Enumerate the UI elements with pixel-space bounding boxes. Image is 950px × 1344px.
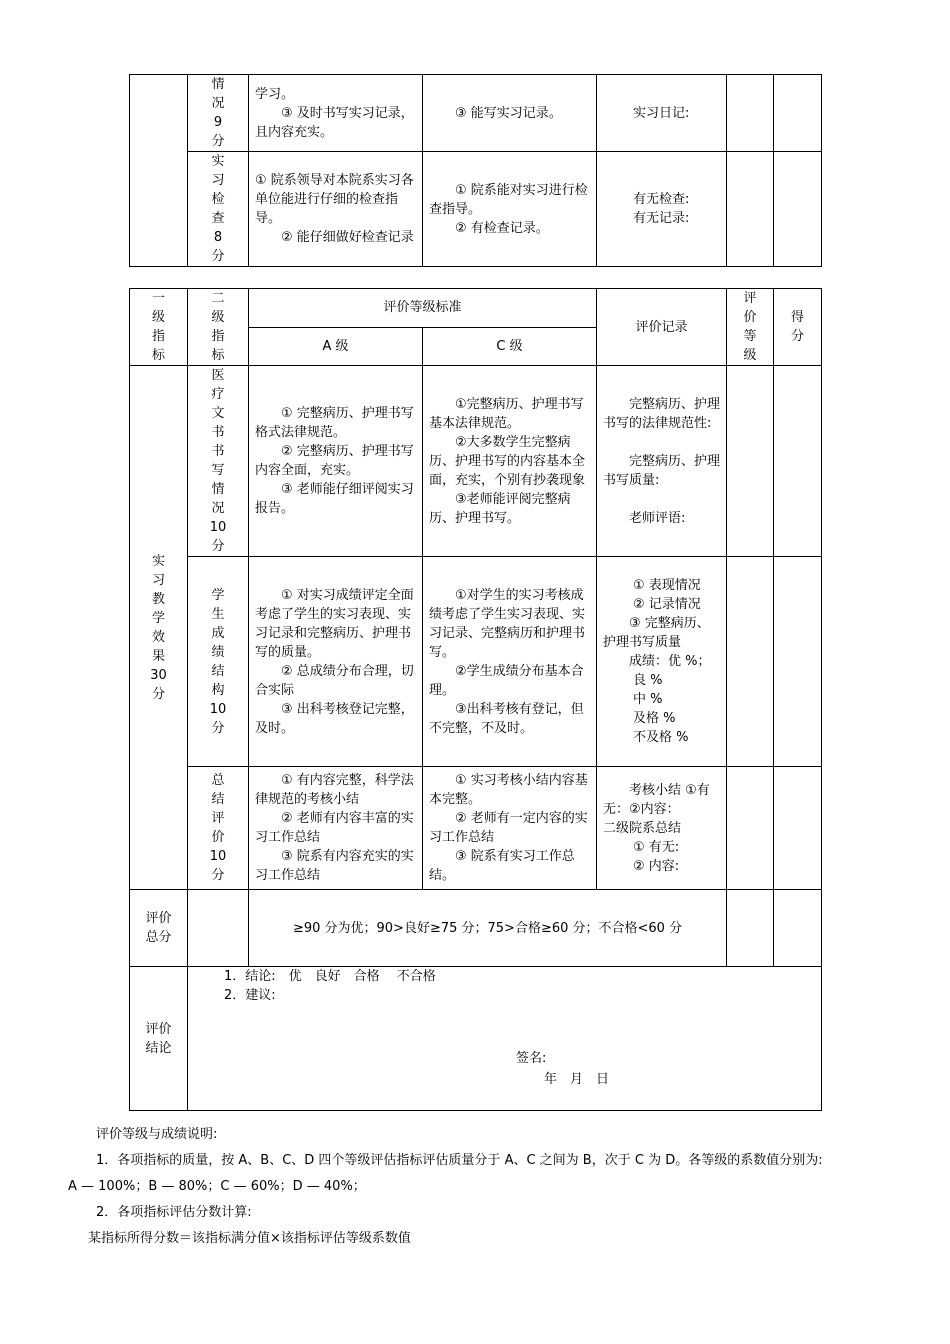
second-level-indicator: 情况9分 <box>188 75 249 152</box>
grade-c-criteria: ①完整病历、护理书写基本法律规范。 ②大多数学生完整病历、护理书写的内容基本全面，充实，个别有抄袭现象 ③老师能评阅完整病历、护理书写。 <box>423 366 597 557</box>
notes-formula: 某指标所得分数＝该指标满分值×该指标评估等级系数值 <box>88 1231 411 1246</box>
grade-input-cell[interactable] <box>727 152 774 267</box>
grading-notes <box>68 1122 898 1252</box>
table-row <box>130 557 822 767</box>
second-level-indicator: 医疗文书书写情况10分 <box>188 366 249 557</box>
grading-scale-text: ≥90 分为优；90>良好≥75 分；75>合格≥60 分；不合格<60 分 <box>249 890 727 967</box>
header-first-level: 一级指标 <box>130 289 188 366</box>
grade-a-criteria: ① 对实习成绩评定全面考虑了学生的实习表现、实习记录和完整病历、护理书写的质量。 ② 总成绩分布合理，切合实际 ③ 出科考核登记完整，及时。 <box>249 557 423 767</box>
table-row-conclusion <box>130 967 822 1111</box>
grade-a-criteria: ① 有内容完整，科学法律规范的考核小结 ② 老师有内容丰富的实习工作总结 ③ 院系有内容充实的实习工作总结 <box>249 767 423 890</box>
grade-input-cell[interactable] <box>727 890 774 967</box>
score-input-cell[interactable] <box>774 557 822 767</box>
grade-input-cell[interactable] <box>727 75 774 152</box>
second-level-indicator: 总结评价10分 <box>188 767 249 890</box>
notes-paragraph: 2．各项指标评估分数计算: <box>96 1205 252 1220</box>
header-second-level: 二级指标 <box>188 289 249 366</box>
grade-input-cell[interactable] <box>727 557 774 767</box>
notes-title: 评价等级与成绩说明: <box>96 1127 218 1142</box>
total-score-label: 评价总分 <box>130 890 188 967</box>
score-input-cell[interactable] <box>774 767 822 890</box>
evaluation-record: 有无检查: 有无记录: <box>597 152 727 267</box>
header-grade-a: A 级 <box>249 327 423 366</box>
score-input-cell[interactable] <box>774 890 822 967</box>
notes-paragraph: A — 100%；B — 80%；C — 60%；D — 40%； <box>68 1179 366 1194</box>
date-label: 年 月 日 <box>544 1072 610 1087</box>
header-score: 得分 <box>774 289 822 366</box>
table-row <box>130 366 822 557</box>
table-row <box>130 75 822 152</box>
evaluation-record: 完整病历、护理书写的法律规范性: 完整病历、护理书写质量: 老师评语: <box>597 366 727 557</box>
table-row <box>130 152 822 267</box>
grade-c-criteria: ① 院系能对实习进行检查指导。 ② 有检查记录。 <box>423 152 597 267</box>
grade-a-criteria: 学习。 ③ 及时书写实习记录，且内容充实。 <box>249 75 423 152</box>
first-level-indicator-cell <box>130 75 188 267</box>
table-continuation <box>129 74 822 267</box>
second-level-indicator: 实习检查8分 <box>188 152 249 267</box>
score-input-cell[interactable] <box>774 75 822 152</box>
evaluation-record: 考核小结 ①有无：②内容： 二级院系总结 ① 有无: ② 内容: <box>597 767 727 890</box>
evaluation-record: ① 表现情况 ② 记录情况 ③ 完整病历、护理书写质量 成绩：优 %； 良 % 中 % 及格 % 不及格 % <box>597 557 727 767</box>
conclusion-label: 评价结论 <box>130 967 188 1111</box>
grade-c-criteria: ①对学生的实习考核成绩考虑了学生实习表现、实习记录、完整病历和护理书写。 ②学生成绩分布基本合理。 ③出科考核有登记，但不完整，不及时。 <box>423 557 597 767</box>
second-level-indicator: 学生成绩结构10分 <box>188 557 249 767</box>
conclusion-line: 1．结论: 优 良好 合格 不合格 <box>224 969 436 984</box>
conclusion-cell[interactable] <box>188 967 822 1111</box>
score-input-cell[interactable] <box>774 152 822 267</box>
grade-a-criteria: ① 院系领导对本院系实习各单位能进行仔细的检查指导。 ② 能仔细做好检查记录 <box>249 152 423 267</box>
suggestion-line: 2．建议: <box>224 988 276 1003</box>
score-input-cell[interactable] <box>774 366 822 557</box>
evaluation-record: 实习日记: <box>597 75 727 152</box>
table-row <box>130 767 822 890</box>
grade-c-criteria: ③ 能写实习记录。 <box>423 75 597 152</box>
header-grade-c: C 级 <box>423 327 597 366</box>
table-header-row <box>130 289 822 328</box>
grade-a-criteria: ① 完整病历、护理书写格式法律规范。 ② 完整病历、护理书写内容全面，充实。 ③ 老师能仔细评阅实习报告。 <box>249 366 423 557</box>
grade-input-cell[interactable] <box>727 366 774 557</box>
signature-label: 签名: <box>516 1051 547 1066</box>
grade-input-cell[interactable] <box>727 767 774 890</box>
table-row-total <box>130 890 822 967</box>
header-standard: 评价等级标准 <box>249 289 597 328</box>
total-empty-cell <box>188 890 249 967</box>
section-label: 实习教学效果30分 <box>130 366 188 890</box>
header-record: 评价记录 <box>597 289 727 366</box>
grade-c-criteria: ① 实习考核小结内容基本完整。 ② 老师有一定内容的实习工作总结 ③ 院系有实习工作总结。 <box>423 767 597 890</box>
notes-paragraph: 1．各项指标的质量，按 A、B、C、D 四个等级评估指标评估质量分于 A、C 之间为 B，次于 C 为 D。各等级的系数值分别为: <box>96 1153 823 1168</box>
header-eval-grade: 评价等级 <box>727 289 774 366</box>
evaluation-table <box>129 288 822 1111</box>
